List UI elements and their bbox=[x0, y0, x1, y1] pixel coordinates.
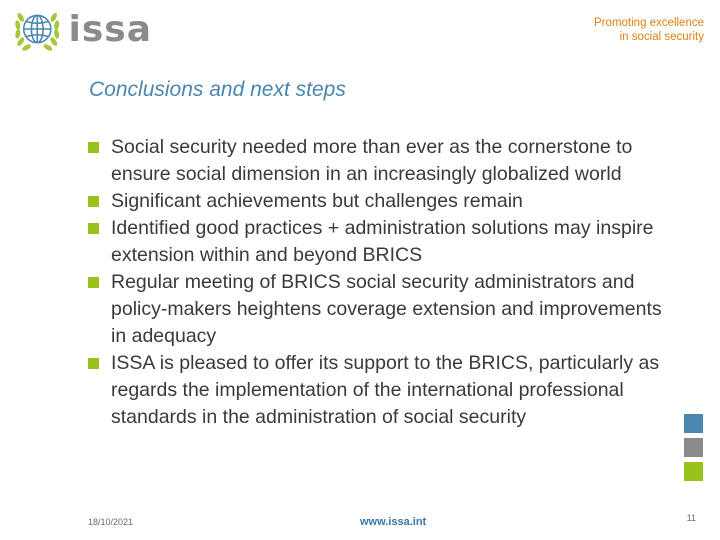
footer-date: 18/10/2021 bbox=[88, 517, 134, 527]
bullet-item bbox=[88, 350, 678, 431]
bullet-item bbox=[88, 215, 678, 269]
tagline-line-1: Promoting excellence bbox=[594, 17, 704, 29]
slide-title: Conclusions and next steps bbox=[89, 78, 346, 101]
tagline bbox=[594, 16, 704, 44]
tagline-line-2: in social security bbox=[619, 31, 704, 43]
page-number: 11 bbox=[686, 513, 696, 523]
decorative-squares bbox=[684, 414, 703, 486]
bullet-text: Identified good practices + administration solutions may inspire extension within and beyond BRICS bbox=[111, 217, 654, 266]
bullet-text: Social security needed more than ever as the cornerstone to ensure social dimension in an increasingly globalized world bbox=[111, 136, 633, 185]
square-bullet-icon bbox=[88, 358, 99, 369]
logo-text: issa bbox=[68, 9, 152, 50]
footer-url-link[interactable]: www.issa.int bbox=[360, 516, 427, 528]
bullet-item bbox=[88, 188, 678, 215]
bullet-list bbox=[88, 134, 678, 431]
square-bullet-icon bbox=[88, 277, 99, 288]
bullet-text: ISSA is pleased to offer its support to the BRICS, particularly as regards the implementation of the international professional standards in the administration of social security bbox=[111, 352, 660, 428]
square-bullet-icon bbox=[88, 196, 99, 207]
square-bullet-icon bbox=[88, 223, 99, 234]
bullet-text: Regular meeting of BRICS social security administrators and policy-makers heightens coverage extension and improvements in adequacy bbox=[111, 271, 662, 347]
square-bullet-icon bbox=[88, 142, 99, 153]
bullet-item bbox=[88, 134, 678, 188]
bullet-item bbox=[88, 269, 678, 350]
blue-square bbox=[684, 414, 703, 433]
gray-square bbox=[684, 438, 703, 457]
issa-logo bbox=[12, 4, 152, 56]
bullet-text: Significant achievements but challenges remain bbox=[111, 190, 523, 212]
globe-laurel-icon bbox=[12, 5, 63, 55]
green-square bbox=[684, 462, 703, 481]
